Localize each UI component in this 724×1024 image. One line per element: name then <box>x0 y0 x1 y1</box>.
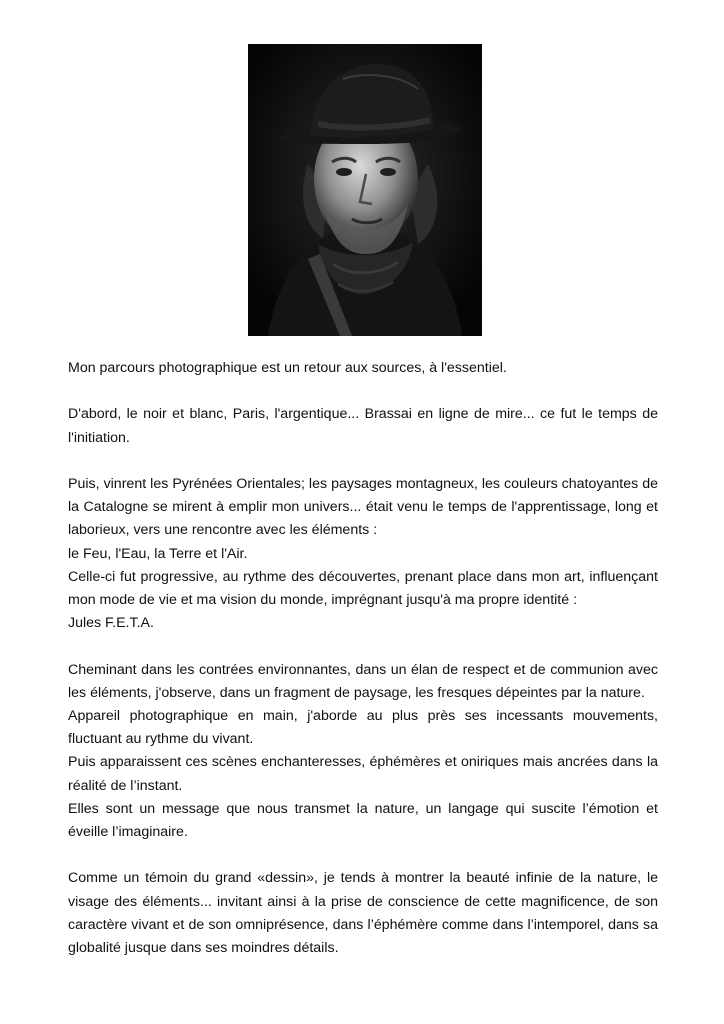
paragraph-line: D'abord, le noir et blanc, Paris, l'argentique... Brassai en ligne de mire... ce fut le temps de l'initiation. <box>68 406 658 446</box>
paragraph-line: Mon parcours photographique est un retour aux sources, à l'essentiel. <box>68 360 507 376</box>
paragraph-line: Cheminant dans les contrées environnantes, dans un élan de respect et de communion avec les éléments, j'observe, dans un fragment de paysage, les fresques dépeintes par la nature. <box>68 661 658 701</box>
paragraph-line: le Feu, l'Eau, la Terre et l'Air. <box>68 545 248 562</box>
paragraph-line: Jules F.E.T.A. <box>68 615 154 632</box>
paragraph-line: Comme un témoin du grand «dessin», je tends à montrer la beauté infinie de la nature, le visage des éléments... invitant ainsi à la prise de conscience de cette magnificence, de son caractère vivant et de son omniprésence, dans l’éphémère comme dans l’intemporel, dans sa globalité jusque dans ses moindres détails. <box>68 870 658 957</box>
article-body <box>68 357 658 983</box>
paragraph-1 <box>68 357 658 380</box>
paragraph-2 <box>68 403 658 449</box>
paragraph-5 <box>68 867 658 960</box>
paragraph-4 <box>68 659 658 845</box>
paragraph-line: Puis apparaissent ces scènes enchanteresses, éphémères et oniriques mais ancrées dans la réalité de l’instant. <box>68 754 658 794</box>
paragraph-line: Celle-ci fut progressive, au rythme des découvertes, prenant place dans mon art, influençant mon mode de vie et ma vision du monde, imprégnant jusqu'à ma propre identité : <box>68 568 658 608</box>
paragraph-line: Appareil photographique en main, j'aborde au plus près ses incessants mouvements, fluctuant au rythme du vivant. <box>68 708 658 748</box>
paragraph-line: Puis, vinrent les Pyrénées Orientales; les paysages montagneux, les couleurs chatoyantes de la Catalogne se mirent à emplir mon univers... était venu le temps de l'apprentissage, long et laborieux, vers une rencontre avec les éléments : <box>68 475 658 539</box>
paragraph-3 <box>68 473 658 635</box>
portrait-illustration <box>248 44 482 336</box>
portrait-photo <box>248 44 482 336</box>
paragraph-line: Elles sont un message que nous transmet la nature, un langage qui suscite l’émotion et éveille l’imaginaire. <box>68 800 658 841</box>
